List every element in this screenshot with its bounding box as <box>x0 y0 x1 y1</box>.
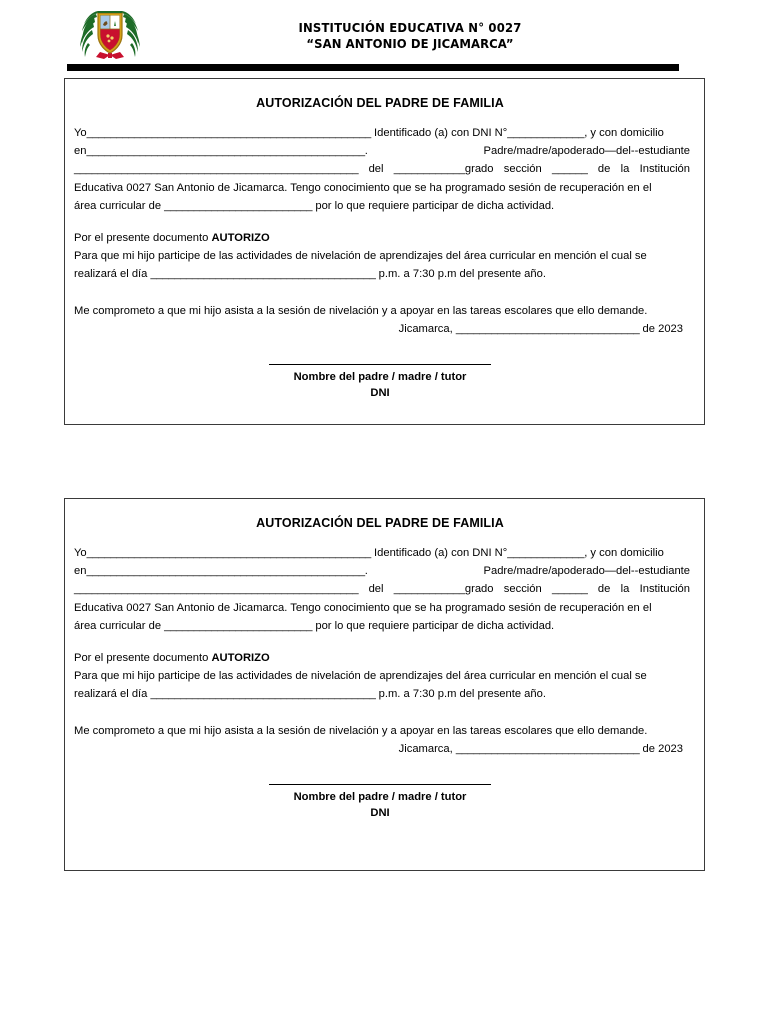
authorize-heading-2 <box>74 649 690 667</box>
authorization-form-copy-2 <box>64 498 705 871</box>
session-time-label-2: p.m. a 7:30 p.m del presente año. <box>375 688 546 701</box>
address-blank[interactable]: _______________________________________________ <box>86 145 365 158</box>
dni-label-2: Identificado (a) con DNI N° <box>370 547 508 559</box>
page-title-2: AUTORIZACIÓN DEL PADRE DE FAMILIA <box>256 516 504 530</box>
institution-name-line-2: “SAN ANTONIO DE JICAMARCA” <box>306 36 514 51</box>
address-period-2: . <box>364 565 368 578</box>
name-blank[interactable]: ________________________________________________ <box>86 127 371 139</box>
del-label: del <box>358 163 394 176</box>
relationship-label: Padre/madre/apoderado—del--estudiante <box>483 145 690 158</box>
signature-date-blank-2[interactable]: _______________________________ <box>455 742 640 755</box>
authorize-keyword-2: AUTORIZO <box>211 652 270 665</box>
signature-line-2[interactable] <box>269 784 491 785</box>
authorization-form-copy-1 <box>64 78 705 425</box>
institucion-label-2: de la Institución <box>587 583 690 596</box>
yo-label: Yo <box>74 127 87 139</box>
en-label: en <box>74 145 87 158</box>
address-line <box>74 142 690 160</box>
identification-paragraph <box>74 124 690 142</box>
address-line-2 <box>74 562 690 580</box>
institucion-label: de la Institución <box>587 163 690 176</box>
signature-name-label: Nombre del padre / madre / tutor <box>293 371 467 384</box>
school-statement-line-2: Educativa 0027 San Antonio de Jicamarca. Tengo conocimiento que se ha programado sesión de recuperación en el <box>74 601 652 614</box>
student-name-blank-2[interactable]: ________________________________________________ <box>74 583 359 596</box>
year-label: de 2023 <box>639 322 683 335</box>
grado-seccion-label-2: grado sección <box>464 583 553 596</box>
signature-dni-label: DNI <box>370 387 390 400</box>
participacion-label: por lo que requiere participar de dicha actividad. <box>312 199 555 212</box>
dni-label: Identificado (a) con DNI N° <box>370 127 508 139</box>
date-label: realizará el día <box>74 268 151 281</box>
grade-section-line-2 <box>74 580 690 598</box>
header-divider-bar <box>67 64 679 71</box>
authorize-heading <box>74 229 690 247</box>
institution-name-line-1: INSTITUCIÓN EDUCATIVA N° 0027 <box>298 20 522 35</box>
place-label-2: Jicamarca, <box>398 742 456 755</box>
signature-name-label-2: Nombre del padre / madre / tutor <box>293 791 467 804</box>
authorize-keyword: AUTORIZO <box>211 232 270 245</box>
dni-blank-2[interactable]: _____________ <box>507 547 585 559</box>
place-date-line-2 <box>74 740 690 758</box>
authorization-body-line-1: Para que mi hijo participe de las actividades de nivelación de aprendizajes del área curricular en mención el cual se <box>74 250 647 263</box>
signature-block-2 <box>74 784 690 821</box>
domicilio-label-2: , y con domicilio <box>584 547 664 559</box>
name-blank-2[interactable]: ________________________________________________ <box>86 547 371 559</box>
date-label-2: realizará el día <box>74 688 151 701</box>
area-curricular-label-2: área curricular de <box>74 619 165 632</box>
signature-block <box>74 364 690 401</box>
authorization-body-line-1-2: Para que mi hijo participe de las actividades de nivelación de aprendizajes del área curricular en mención el cual se <box>74 670 647 683</box>
curricular-area-blank-2[interactable]: _________________________ <box>164 619 313 632</box>
letterhead <box>0 0 768 72</box>
participacion-label-2: por lo que requiere participar de dicha actividad. <box>312 619 555 632</box>
page-title: AUTORIZACIÓN DEL PADRE DE FAMILIA <box>256 96 504 110</box>
signature-date-blank[interactable]: _______________________________ <box>455 322 640 335</box>
grade-blank[interactable]: ____________ <box>393 163 465 176</box>
signature-dni-label-2: DNI <box>370 807 390 820</box>
authorize-prefix-2: Por el presente documento <box>74 652 212 665</box>
address-blank-2[interactable]: _______________________________________________ <box>86 565 365 578</box>
section-blank[interactable]: ______ <box>552 163 588 176</box>
authorization-body-line-2-2 <box>74 685 690 703</box>
dni-blank[interactable]: _____________ <box>507 127 585 139</box>
address-period: . <box>364 145 368 158</box>
student-name-blank[interactable]: ________________________________________________ <box>74 163 359 176</box>
place-date-line <box>74 320 690 338</box>
curricular-area-line <box>74 197 690 215</box>
institution-heading <box>180 20 640 52</box>
grade-section-line <box>74 160 690 178</box>
signature-line[interactable] <box>269 364 491 365</box>
place-label: Jicamarca, <box>398 322 456 335</box>
peru-coat-of-arms-icon <box>74 5 146 63</box>
authorize-prefix: Por el presente documento <box>74 232 212 245</box>
section-blank-2[interactable]: ______ <box>552 583 588 596</box>
curricular-area-line-2 <box>74 617 690 635</box>
relationship-label-2: Padre/madre/apoderado—del--estudiante <box>483 565 690 578</box>
year-label-2: de 2023 <box>639 742 683 755</box>
domicilio-label: , y con domicilio <box>584 127 664 139</box>
commitment-line-2: Me comprometo a que mi hijo asista a la sesión de nivelación y a apoyar en las tareas escolares que ello demande. <box>74 724 648 737</box>
identification-paragraph-2 <box>74 544 690 562</box>
yo-label-2: Yo <box>74 547 87 559</box>
session-date-blank-2[interactable]: ______________________________________ <box>150 688 376 701</box>
session-date-blank[interactable]: ______________________________________ <box>150 268 376 281</box>
commitment-line: Me comprometo a que mi hijo asista a la sesión de nivelación y a apoyar en las tareas escolares que ello demande. <box>74 304 648 317</box>
grado-seccion-label: grado sección <box>464 163 553 176</box>
curricular-area-blank[interactable]: _________________________ <box>164 199 313 212</box>
school-statement-line: Educativa 0027 San Antonio de Jicamarca. Tengo conocimiento que se ha programado sesión de recuperación en el <box>74 181 652 194</box>
authorization-body-line-2 <box>74 265 690 283</box>
grade-blank-2[interactable]: ____________ <box>393 583 465 596</box>
del-label-2: del <box>358 583 394 596</box>
area-curricular-label: área curricular de <box>74 199 165 212</box>
session-time-label: p.m. a 7:30 p.m del presente año. <box>375 268 546 281</box>
en-label-2: en <box>74 565 87 578</box>
